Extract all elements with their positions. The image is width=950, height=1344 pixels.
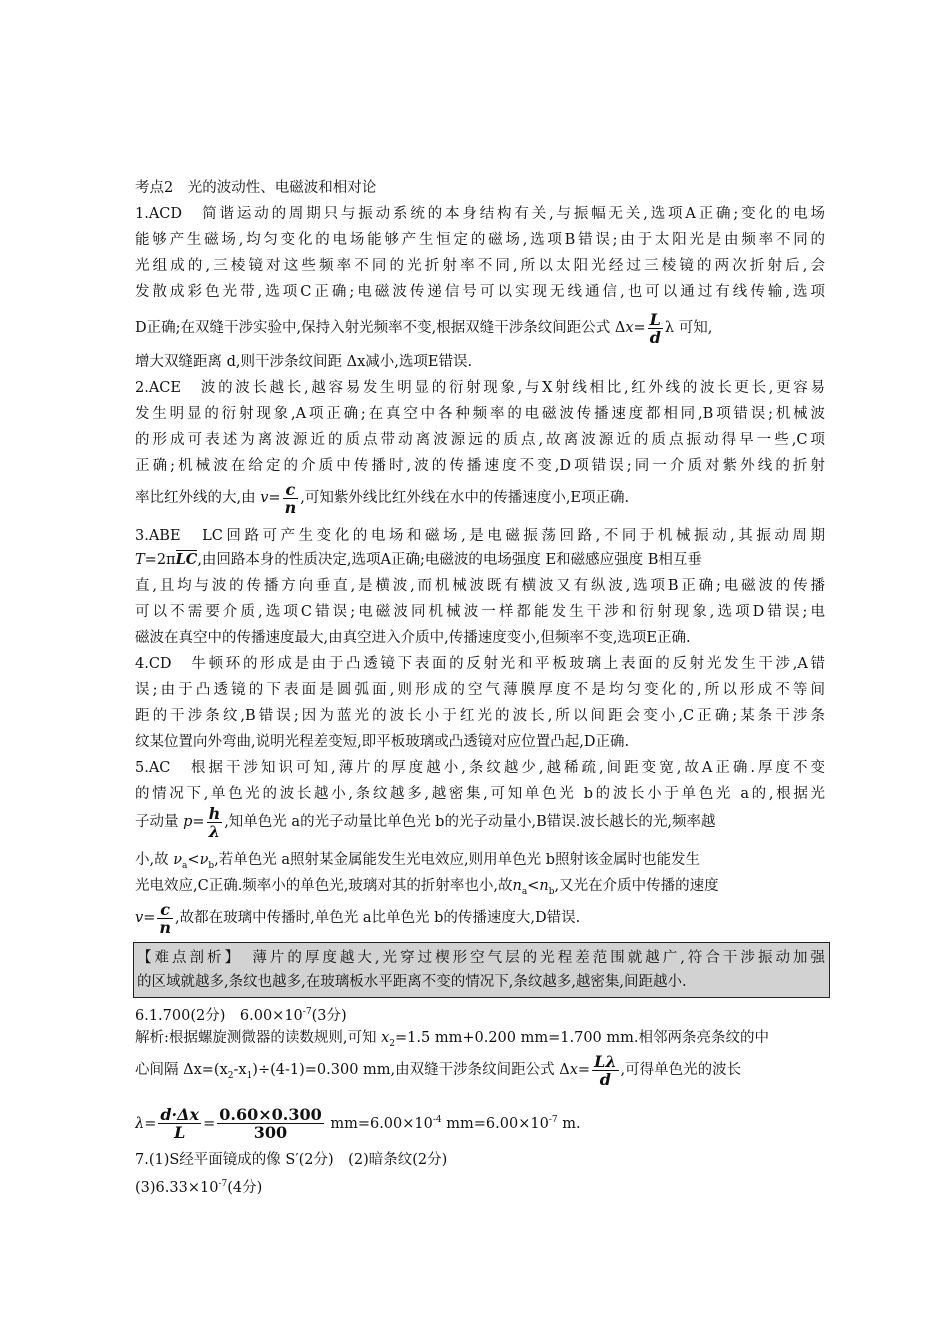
q4-line-1: 4.CD 牛顿环的形成是由于凸透镜下表面的反射光和平板玻璃上表面的反射光发生干涉,A错 — [135, 656, 825, 672]
q1-line-5: D正确;在双缝干涉实验中,保持入射光频率不变,根据双缝干涉条纹间距公式 Δx= $\frac{L}{d}$ λ 可知, — [135, 309, 713, 347]
q6-line-3b: )÷(4-1)=0.300 mm,由双缝干涉条纹间距公式 Δ — [252, 1062, 570, 1078]
difficulty-analysis-box — [133, 942, 830, 998]
q5-line-4: 小,故 $\nu_a<\nu_b$,若单色光 a照射某金属能发生光电效应,则用单色光 b照射该金属时也能发生 — [135, 852, 701, 871]
box-line-2: 的区域就越多,条纹也越多,在玻璃板水平距离不变的情况下,条纹越多,越密集,间距越小. — [137, 974, 687, 990]
q1-line-5b: λ 可知, — [664, 320, 713, 336]
q5-line-3: 子动量 p= $\frac{h}{\lambda}$ ,知单色光 a的光子动量比单色光 b的光子动量小,B错误.波长越长的光,频率越 — [135, 803, 716, 841]
q6-answer-a: 6.1.700(2分) 6.00×10 — [135, 1007, 303, 1024]
q6-exp-2: -7 — [548, 1115, 558, 1125]
q6-exp-1: -4 — [432, 1115, 442, 1125]
q6-line-3a: 心间隔 Δx=(x — [135, 1062, 228, 1078]
formula-dDx-over-L: $\frac{d\cdot\Delta x}{L}$ — [160, 1105, 200, 1142]
formula-c-over-n-2: $\frac{c}{n}$ — [159, 899, 171, 937]
q7-line-1: 7.(1)S经平面镜成的像 S′(2分) (2)暗条纹(2分) — [135, 1152, 448, 1168]
q5-line-5a: 光电效应,C正确.频率小的单色光,玻璃对其的折射率也小,故 — [135, 878, 513, 894]
q5-line-4b: ,若单色光 a照射某金属能发生光电效应,则用单色光 b照射该金属时也能发生 — [214, 852, 701, 868]
formula-h-over-lambda: $\frac{h}{\lambda}$ — [208, 803, 221, 841]
q2-line-5b: ,可知紫外线比红外线在水中的传播速度小,E项正确. — [300, 490, 630, 506]
formula-L-over-d: $\frac{L}{d}$ — [649, 309, 661, 347]
q2-line-2: 发生明显的衍射现象,A项正确;在真空中各种频率的电磁波传播速度都相同,B项错误;机械波 — [135, 406, 825, 422]
box-line-1: 【难点剖析】 薄片的厚度越大,光穿过楔形空气层的光程差范围就越广,符合干涉振动加强 — [137, 950, 825, 966]
q5-line-5b: ,又光在介质中传播的速度 — [554, 878, 719, 894]
q3-line-1: 3.ABE LC回路可产生变化的电场和磁场,是电磁振荡回路,不同于机械振动,其振动周期 — [135, 528, 825, 544]
q5-line-5: 光电效应,C正确.频率小的单色光,玻璃对其的折射率也小,故$n_a<n_b$,又光在介质中传播的速度 — [135, 878, 719, 897]
q1-line-3: 光组成的,三棱镜对这些频率不同的光折射率不同,所以太阳光经过三棱镜的两次折射后,会 — [135, 258, 825, 274]
q6-line-4b: mm=6.00×10 — [441, 1115, 549, 1132]
q2-line-5a: 率比红外线的大,由 — [135, 490, 256, 506]
q6-line-2b: =1.5 mm+0.200 mm=1.700 mm.相邻两条亮条纹的中 — [395, 1030, 769, 1046]
q1-line-1: 1.ACD 简谐运动的周期只与振动系统的本身结构有关,与振幅无关,选项A正确;变化的电场 — [135, 206, 825, 222]
q2-line-1: 2.ACE 波的波长越长,越容易发生明显的衍射现象,与X射线相比,红外线的波长更长,更容易 — [135, 380, 825, 396]
q5-line-6: v= $\frac{c}{n}$ ,故都在玻璃中传播时,单色光 a比单色光 b的传播速度大,D错误. — [135, 899, 581, 937]
q3-line-5: 磁波在真空中的传播速度最大,由真空进入介质中,传播速度变小,但频率不变,选项E正确. — [135, 630, 691, 646]
q4-line-3: 距的干涉条纹,B错误;因为蓝光的波长小于红光的波长,所以间距会变小,C正确;某条干涉条 — [135, 708, 825, 724]
q5-line-3a: 子动量 — [135, 814, 179, 830]
q5-line-4a: 小,故 — [135, 852, 169, 868]
q1-line-5a: D正确;在双缝干涉实验中,保持入射光频率不变,根据双缝干涉条纹间距公式 Δ — [135, 320, 626, 336]
q6-line-3c: ,可得单色光的波长 — [620, 1062, 742, 1078]
q7-line-2 — [135, 1174, 825, 1198]
q1-line-4: 发散成彩色光带,选项C正确;电磁波传递信号可以实现无线通信,也可以通过有线传输,选项 — [135, 284, 825, 300]
q7-answer-b: (4分) — [227, 1179, 263, 1196]
q6-line-1 — [135, 1002, 825, 1026]
q5-line-2: 的情况下,单色光的波长越小,条纹越多,越密集,可知单色光 b的波长小于单色光 a的,根据光 — [135, 786, 825, 802]
q3-line-2: T=2πLC,由回路本身的性质决定,选项A正确;电磁波的电场强度 E和磁感应强度 B相互垂 — [135, 551, 702, 568]
q2-line-5: 率比红外线的大,由 v= $\frac{c}{n}$ ,可知紫外线比红外线在水中的传播速度小,E项正确. — [135, 479, 630, 517]
q4-line-2: 误;由于凸透镜的下表面是圆弧面,则形成的空气薄膜厚度不是均匀变化的,所以形成不等间 — [135, 682, 825, 698]
q5-line-6b: ,故都在玻璃中传播时,单色光 a比单色光 b的传播速度大,D错误. — [175, 910, 581, 926]
formula-Llambda-over-d: $\frac{L\lambda}{d}$ — [594, 1051, 617, 1089]
q4-line-4: 纹某位置向外弯曲,说明光程差变短,即平板玻璃或凸透镜对应位置凸起,D正确. — [135, 734, 630, 750]
sqrt-LC: LC — [175, 551, 198, 568]
formula-numeric: $\frac{0.60\times 0.300}{300}$ — [219, 1105, 322, 1142]
q6-line-2a: 解析:根据螺旋测微器的读数规则,可知 — [135, 1030, 377, 1046]
q6-line-2: 解析:根据螺旋测微器的读数规则,可知 $x_2=1.5$ mm+0.200 mm=1.700 mm.相邻两条亮条纹的中 — [135, 1030, 769, 1049]
q3-line-2b: ,由回路本身的性质决定,选项A正确;电磁波的电场强度 E和磁感应强度 B相互垂 — [197, 552, 702, 568]
q2-line-3: 的形成可表述为离波源近的质点带动离波源远的质点,故离波源近的质点振动得早一些,C项 — [135, 432, 825, 448]
q5-line-1: 5.AC 根据干涉知识可知,薄片的厚度越小,条纹越少,越稀疏,间距变宽,故A正确.厚度不变 — [135, 760, 825, 776]
section-header: 考点2 光的波动性、电磁波和相对论 — [135, 180, 377, 196]
q1-line-6: 增大双缝距离 d,则干涉条纹间距 Δx减小,选项E错误. — [135, 354, 473, 370]
q3-line-4: 可以不需要介质,选项C错误;电磁波同机械波一样都能发生干涉和衍射现象,选项D错误;电 — [135, 604, 825, 620]
q6-line-4c: m. — [557, 1115, 581, 1132]
q6-line-3: 心间隔 $\Delta x=(x_2-x_1)\div(4-1)=0.300$ mm,由双缝干涉条纹间距公式 Δx= $\frac{L\lambda}{d}$ ,可得单色光的波长 — [135, 1051, 742, 1089]
q7-answer-a: (3)6.33×10 — [135, 1179, 219, 1196]
q2-line-4: 正确;机械波在给定的介质中传播时,波的传播速度不变,D项错误;同一介质对紫外线的折射 — [135, 458, 825, 474]
q3-line-3: 直,且均与波的传播方向垂直,是横波,而机械波既有横波又有纵波,选项B正确;电磁波的传播 — [135, 578, 825, 594]
q6-answer-b: (3分) — [311, 1007, 347, 1024]
q7-exp: -7 — [218, 1179, 228, 1189]
q1-line-2: 能够产生磁场,均匀变化的电场能够产生恒定的磁场,选项B错误;由于太阳光是由频率不同的 — [135, 232, 825, 248]
q5-line-3b: ,知单色光 a的光子动量比单色光 b的光子动量小,B错误.波长越长的光,频率越 — [224, 814, 716, 830]
q6-exp: -7 — [302, 1007, 312, 1017]
formula-c-over-n: $\frac{c}{n}$ — [284, 479, 297, 517]
q6-line-4a: mm=6.00×10 — [330, 1115, 433, 1132]
q6-line-4: λ= $\frac{d\cdot\Delta x}{L}$ = $\frac{0.60\times 0.300}{300}$ $mm=6.00\times 10^{-4}$ $mm=6.00\times 10^{-7}$ m. — [135, 1105, 581, 1142]
